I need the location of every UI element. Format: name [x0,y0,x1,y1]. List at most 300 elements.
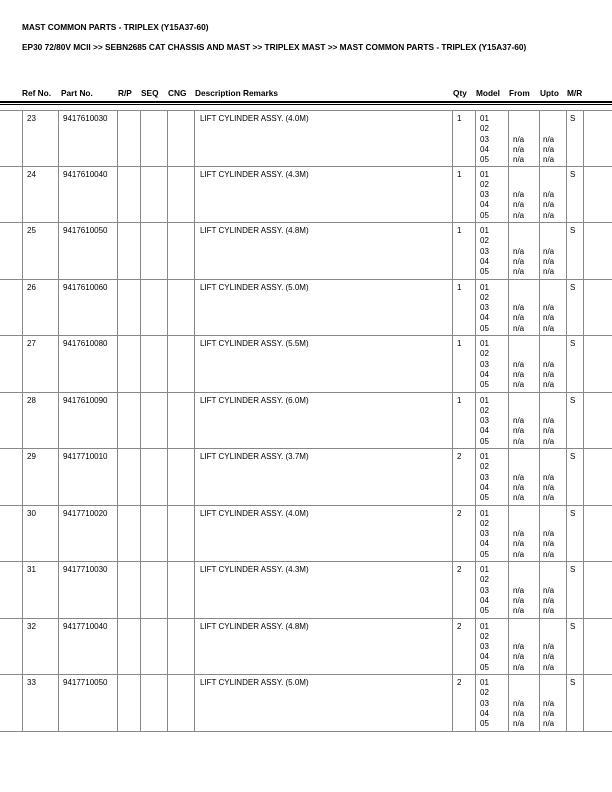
upto-list [543,622,554,673]
column-divider [508,449,509,506]
table-row [0,110,612,167]
model-list [480,283,489,334]
model: 03 [480,698,489,708]
model-list [480,565,489,616]
upto-list [543,114,554,165]
header-mr: M/R [567,88,583,98]
column-divider [452,223,453,280]
column-divider [167,336,168,393]
upto [543,509,554,519]
upto [543,622,554,632]
from-list [513,283,524,334]
from: n/a [513,652,525,662]
from [513,519,524,529]
qty: 2 [457,508,462,518]
from: n/a [513,698,525,708]
column-divider [508,393,509,450]
upto: n/a [543,436,555,446]
ref-no: 29 [27,452,36,461]
from-list [513,678,524,729]
header-from: From [509,88,530,98]
upto [543,226,554,236]
column-divider [508,562,509,619]
column-divider [539,562,540,619]
column-divider [194,506,195,563]
upto: n/a [543,529,555,539]
part-no: 9417710050 [63,678,108,687]
from: n/a [513,416,525,426]
model: 05 [480,606,489,616]
upto [543,406,554,416]
model-list [480,114,489,165]
column-divider [539,675,540,732]
column-divider [583,619,584,676]
column-divider [508,111,509,167]
upto: n/a [543,662,555,672]
upto: n/a [543,313,555,323]
upto: n/a [543,323,555,333]
model: 02 [480,179,489,189]
column-divider [22,675,23,732]
ref-no: 30 [27,508,36,518]
model: 02 [480,292,489,302]
column-divider [583,675,584,732]
ref-no: 27 [27,339,36,348]
header-qty: Qty [453,88,467,98]
qty: 1 [457,226,462,235]
column-divider [194,393,195,450]
model: 02 [480,631,489,641]
column-divider [22,619,23,676]
mr: S [570,395,576,405]
column-divider [508,280,509,337]
from: n/a [513,267,525,277]
model: 03 [480,472,489,482]
header-seq: SEQ [141,88,159,98]
column-divider [167,449,168,506]
column-divider [140,619,141,676]
column-divider [539,167,540,224]
column-divider [167,223,168,280]
column-divider [566,167,567,224]
description: LIFT CYLINDER ASSY. (4.3M) [200,565,309,574]
column-divider [508,223,509,280]
table-row [0,167,612,224]
from: n/a [513,719,525,729]
upto [543,180,554,190]
model: 01 [480,452,489,461]
from-list [513,452,524,503]
upto: n/a [543,380,555,390]
table-row [0,223,612,280]
column-divider [475,449,476,506]
part-no: 9417710020 [63,508,108,518]
upto: n/a [543,246,555,256]
column-divider [117,562,118,619]
model: 05 [480,267,489,277]
from: n/a [513,210,525,220]
from [513,293,524,303]
column-divider [22,562,23,619]
part-no: 9417710010 [63,452,108,461]
model: 04 [480,426,489,436]
part-no: 9417610050 [63,226,108,235]
column-divider [117,280,118,337]
from: n/a [513,155,525,165]
model: 01 [480,395,489,405]
upto: n/a [543,134,555,144]
model: 05 [480,719,489,729]
model: 05 [480,380,489,390]
column-divider [140,449,141,506]
column-divider [117,111,118,167]
header-divider [0,101,612,105]
parts-table [0,110,612,732]
column-divider [22,336,23,393]
from: n/a [513,246,525,256]
column-divider [117,506,118,563]
description: LIFT CYLINDER ASSY. (4.8M) [200,621,309,631]
ref-no: 23 [27,114,36,123]
ref-no: 25 [27,226,36,235]
qty: 2 [457,565,462,574]
from-list [513,622,524,673]
column-divider [58,393,59,450]
column-divider [566,393,567,450]
upto [543,170,554,180]
model: 01 [480,621,489,631]
table-row [0,393,612,450]
model: 02 [480,462,489,472]
part-no: 9417710030 [63,565,108,574]
model: 05 [480,436,489,446]
column-divider [566,619,567,676]
mr: S [570,226,576,235]
upto: n/a [543,482,555,492]
upto [543,575,554,585]
from [513,236,524,246]
column-divider [566,562,567,619]
from: n/a [513,595,525,605]
table-row [0,506,612,563]
model: 02 [480,688,489,698]
from [513,339,524,349]
column-divider [58,562,59,619]
description: LIFT CYLINDER ASSY. (5.5M) [200,339,309,348]
model: 01 [480,169,489,179]
model-list [480,678,489,729]
model: 04 [480,200,489,210]
upto [543,236,554,246]
column-divider [117,336,118,393]
model: 03 [480,134,489,144]
model-list [480,452,489,503]
upto: n/a [543,426,555,436]
column-divider [452,280,453,337]
ref-no: 28 [27,395,36,405]
column-divider [140,167,141,224]
column-divider [508,619,509,676]
from [513,180,524,190]
upto: n/a [543,652,555,662]
upto-list [543,170,554,221]
column-divider [583,449,584,506]
column-divider [452,167,453,224]
column-divider [475,223,476,280]
column-divider [566,449,567,506]
column-divider [566,223,567,280]
upto [543,462,554,472]
mr: S [570,452,576,461]
model: 05 [480,210,489,220]
model: 01 [480,114,489,123]
header-part-no: Part No. [61,88,93,98]
column-divider [566,336,567,393]
mr: S [570,339,576,348]
ref-no: 31 [27,565,36,574]
from: n/a [513,313,525,323]
from-list [513,339,524,390]
column-divider [58,111,59,167]
column-divider [566,280,567,337]
column-divider [583,562,584,619]
from: n/a [513,585,525,595]
model: 03 [480,190,489,200]
column-divider [475,167,476,224]
column-divider [539,111,540,167]
upto: n/a [543,539,555,549]
column-divider [583,223,584,280]
ref-no: 24 [27,169,36,179]
column-divider [194,449,195,506]
description: LIFT CYLINDER ASSY. (6.0M) [200,395,309,405]
from [513,462,524,472]
table-row [0,562,612,619]
model: 02 [480,575,489,585]
column-divider [194,336,195,393]
from: n/a [513,482,525,492]
upto: n/a [543,369,555,379]
part-no: 9417710040 [63,621,108,631]
ref-no: 26 [27,282,36,292]
upto: n/a [543,472,555,482]
column-divider [475,675,476,732]
upto: n/a [543,549,555,559]
ref-no: 32 [27,621,36,631]
column-divider [117,619,118,676]
from: n/a [513,369,525,379]
column-divider [566,675,567,732]
description: LIFT CYLINDER ASSY. (3.7M) [200,452,309,461]
from: n/a [513,662,525,672]
column-divider [117,393,118,450]
model-list [480,170,489,221]
column-divider [583,280,584,337]
model: 02 [480,405,489,415]
column-divider [508,336,509,393]
column-divider [117,675,118,732]
column-divider [452,393,453,450]
ref-no: 33 [27,678,36,687]
upto [543,339,554,349]
qty: 1 [457,114,462,123]
breadcrumb: EP30 72/80V MCII >> SEBN2685 CAT CHASSIS AND MAST >> TRIPLEX MAST >> MAST COMMON PARTS - TRIPLEX (Y15A37-60) [22,42,527,52]
description: LIFT CYLINDER ASSY. (4.0M) [200,508,309,518]
column-divider [452,562,453,619]
column-divider [58,449,59,506]
model: 03 [480,359,489,369]
description: LIFT CYLINDER ASSY. (5.0M) [200,282,309,292]
column-divider [167,675,168,732]
column-divider [539,449,540,506]
from-list [513,565,524,616]
from-list [513,509,524,560]
column-divider [539,280,540,337]
model-list [480,396,489,447]
from: n/a [513,426,525,436]
from [513,632,524,642]
column-divider [58,506,59,563]
model: 03 [480,529,489,539]
from: n/a [513,323,525,333]
mr: S [570,678,576,687]
from [513,575,524,585]
from: n/a [513,539,525,549]
column-divider [566,111,567,167]
from: n/a [513,359,525,369]
upto: n/a [543,256,555,266]
part-no: 9417610060 [63,282,108,292]
header-ref-no: Ref No. [22,88,52,98]
mr: S [570,114,576,123]
from [513,622,524,632]
model-list [480,339,489,390]
column-divider [539,223,540,280]
upto [543,688,554,698]
model: 02 [480,236,489,246]
from: n/a [513,190,525,200]
part-no: 9417610090 [63,395,108,405]
upto: n/a [543,719,555,729]
upto: n/a [543,210,555,220]
from [513,565,524,575]
column-divider [167,619,168,676]
upto-list [543,283,554,334]
model: 05 [480,155,489,165]
column-divider [58,336,59,393]
column-divider [58,167,59,224]
upto [543,565,554,575]
from [513,124,524,134]
upto: n/a [543,708,555,718]
from [513,349,524,359]
column-divider [475,336,476,393]
column-divider [583,506,584,563]
column-divider [167,506,168,563]
column-divider [117,167,118,224]
model: 04 [480,313,489,323]
upto: n/a [543,595,555,605]
model: 05 [480,549,489,559]
model: 04 [480,595,489,605]
from [513,114,524,124]
model: 04 [480,256,489,266]
column-divider [140,675,141,732]
upto-list [543,452,554,503]
column-divider [117,449,118,506]
column-divider [475,393,476,450]
column-divider [583,167,584,224]
model: 04 [480,652,489,662]
model: 01 [480,282,489,292]
from: n/a [513,606,525,616]
column-divider [167,562,168,619]
column-divider [475,506,476,563]
column-divider [194,167,195,224]
column-divider [22,280,23,337]
mr: S [570,508,576,518]
column-divider [583,111,584,167]
upto [543,519,554,529]
model: 03 [480,246,489,256]
column-divider [452,111,453,167]
column-divider [167,167,168,224]
description: LIFT CYLINDER ASSY. (4.3M) [200,169,309,179]
page-title: MAST COMMON PARTS - TRIPLEX (Y15A37-60) [22,22,209,32]
column-divider [140,506,141,563]
column-divider [167,393,168,450]
qty: 1 [457,282,462,292]
column-divider [140,393,141,450]
upto: n/a [543,642,555,652]
column-divider [539,619,540,676]
upto [543,124,554,134]
from [513,688,524,698]
from: n/a [513,256,525,266]
table-row [0,449,612,506]
from: n/a [513,549,525,559]
upto-list [543,678,554,729]
from [513,283,524,293]
column-divider [58,619,59,676]
model: 03 [480,585,489,595]
column-divider [22,506,23,563]
column-divider [539,506,540,563]
from [513,678,524,688]
column-divider [140,223,141,280]
mr: S [570,621,576,631]
column-divider [508,167,509,224]
upto-list [543,396,554,447]
from [513,509,524,519]
column-divider [58,223,59,280]
from [513,226,524,236]
upto: n/a [543,303,555,313]
table-row [0,280,612,337]
upto-list [543,226,554,277]
upto: n/a [543,493,555,503]
upto [543,283,554,293]
upto: n/a [543,267,555,277]
from: n/a [513,200,525,210]
model: 01 [480,565,489,574]
model-list [480,226,489,277]
column-divider [452,619,453,676]
header-model: Model [476,88,500,98]
from [513,170,524,180]
column-divider [194,223,195,280]
column-divider [475,562,476,619]
